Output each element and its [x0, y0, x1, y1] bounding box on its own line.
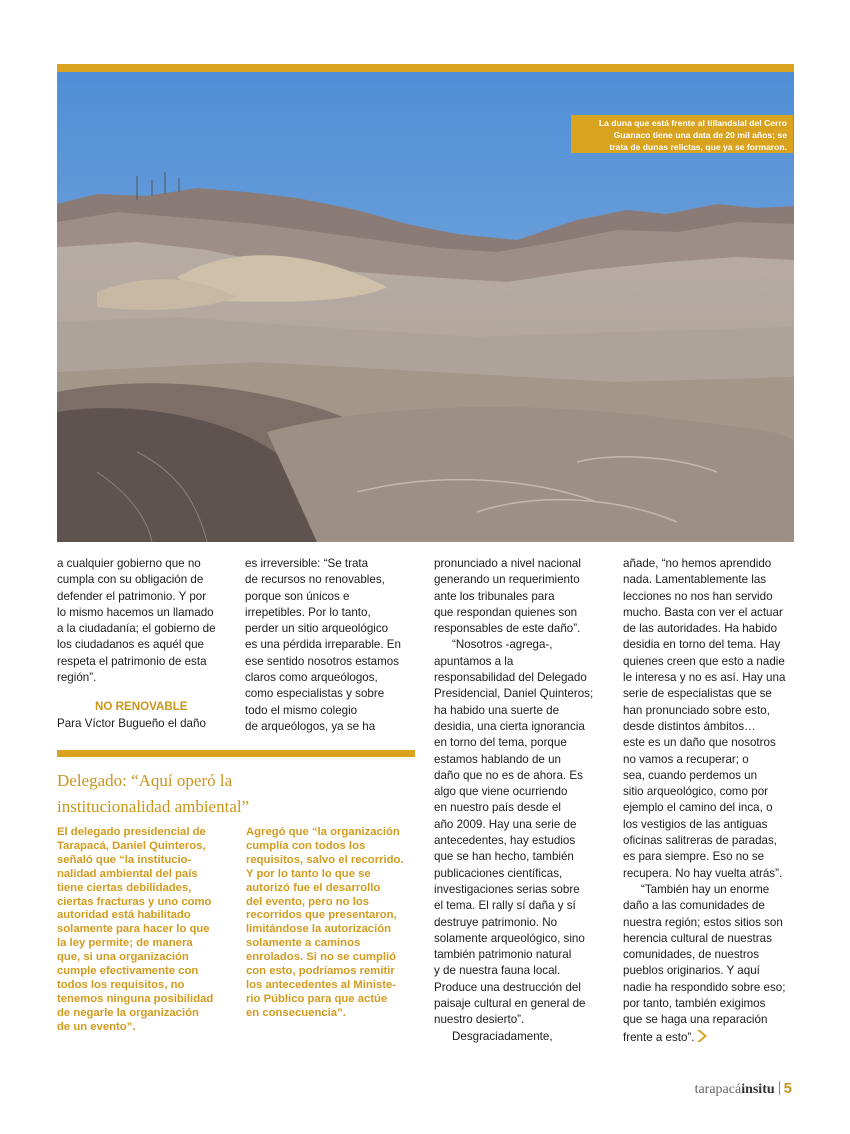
page-number: 5: [783, 1080, 792, 1097]
chevron-right-icon: [696, 1029, 707, 1043]
sidebar-column-1: El delegado presidencial de Tarapacá, Daniel Quinteros, señaló que “la institucio- nalidad ambiental del país tiene ciertas debilidades, ciertas fracturas y uno como autoridad está habilitado solamente para hacer lo que la ley permite; de manera que, si una organización cumple efectivamente con todos los requisitos, no tenemos ninguna posibilidad de negarle la organización de un evento”.: [57, 826, 214, 1033]
sidebar-accent-bar: [57, 750, 415, 757]
text-column-3: pronunciado a nivel nacional generando un requerimiento ante los tribunales para que respondan quienes son responsables de este daño”. “Nosotros -agrega-, apuntamos a la responsabilidad del Delegado Presidencial, Daniel Quinteros; ha habido una suerte de desidia, una cierta ignorancia en torno del tema, porque estamos hablando de un daño que no es de ahora. Es algo que viene ocurriendo en nuestro país desde el año 2009. Hay una serie de antecedentes, hay estudios que se han hecho, también publicaciones científicas, investigaciones serias sobre el tema. El rally sí daña y sí destruye patrimonio. No solamente arqueológico, sino también patrimonio natural y de nuestra fauna local. Produce una destrucción del paisaje cultural en general de nuestro desierto”. Desgraciadamente,: [434, 557, 594, 1043]
text-column-1: a cualquier gobierno que no cumpla con su obligación de defender el patrimonio. Y por lo mismo hacemos un llamado a la ciudadanía; el gobierno de los ciudadanos es aquél que respeta el patrimonio de esta región”. NO RENOVABLE Para Víctor Bugueño el daño: [57, 556, 225, 732]
brand-name-part1: tarapacá: [694, 1082, 742, 1097]
sidebar-title: Delegado: “Aquí operó la institucionalidad ambiental”: [57, 771, 250, 816]
footer-divider: [779, 1081, 780, 1095]
sidebar-column-2: Agregó que “la organización cumplía con todos los requisitos, salvo el recorrido. Y por lo tanto lo que se autorizó fue el desarrollo del evento, pero no los recorridos que presentaron, limitándose la autorización solamente a caminos enrolados. Si no se cumplió con esto, podríamos remitir los antecedentes al Ministe- rio Público para que actúe en consecuencia”.: [246, 826, 404, 1019]
text-column-4: añade, “no hemos aprendido nada. Lamentablemente las lecciones no nos han servido mucho. Basta con ver el actuar de las autoridades. Ha habido desidia en torno del tema. Hay quienes creen que esto a nadie le interesa y no es así. Hay una serie de especialistas que se han pronunciado sobre esto, desde distintos ámbitos… este es un daño que nosotros no vamos a recuperar; o sea, cuando perdemos un sitio arqueológico, como por ejemplo el camino del inca, o los vestigios de las antiguas oficinas salitreras de paradas, es para siempre. Eso no se recupera. No hay vuelta atrás”. “También hay un enorme daño a las comunidades de nuestra región; estos sitios son herencia cultural de nuestras comunidades, de nuestros pueblos originarios. Y aquí nadie ha respondido sobre eso; por tanto, también exigimos que se haga una reparación frente a esto”.: [623, 557, 786, 1044]
top-accent-bar: [57, 64, 794, 72]
page-footer: [695, 1080, 792, 1098]
text-column-2: es irreversible: “Se trata de recursos no renovables, porque son únicos e irrepetibles. Por lo tanto, perder un sitio arqueológico es una pérdida irreparable. En ese sentido nosotros estamos claros como arqueólogos, como especialistas y sobre todo el mismo colegio de arqueólogos, ya se ha: [245, 557, 401, 733]
photo-caption: La duna que está frente al tillandsial del Cerro Guanaco tiene una data de 20 mil años; se trata de dunas relictas, que ya se formaron.: [571, 115, 793, 153]
section-subhead: NO RENOVABLE: [95, 700, 188, 714]
brand-name-part2: insitu: [741, 1082, 775, 1097]
